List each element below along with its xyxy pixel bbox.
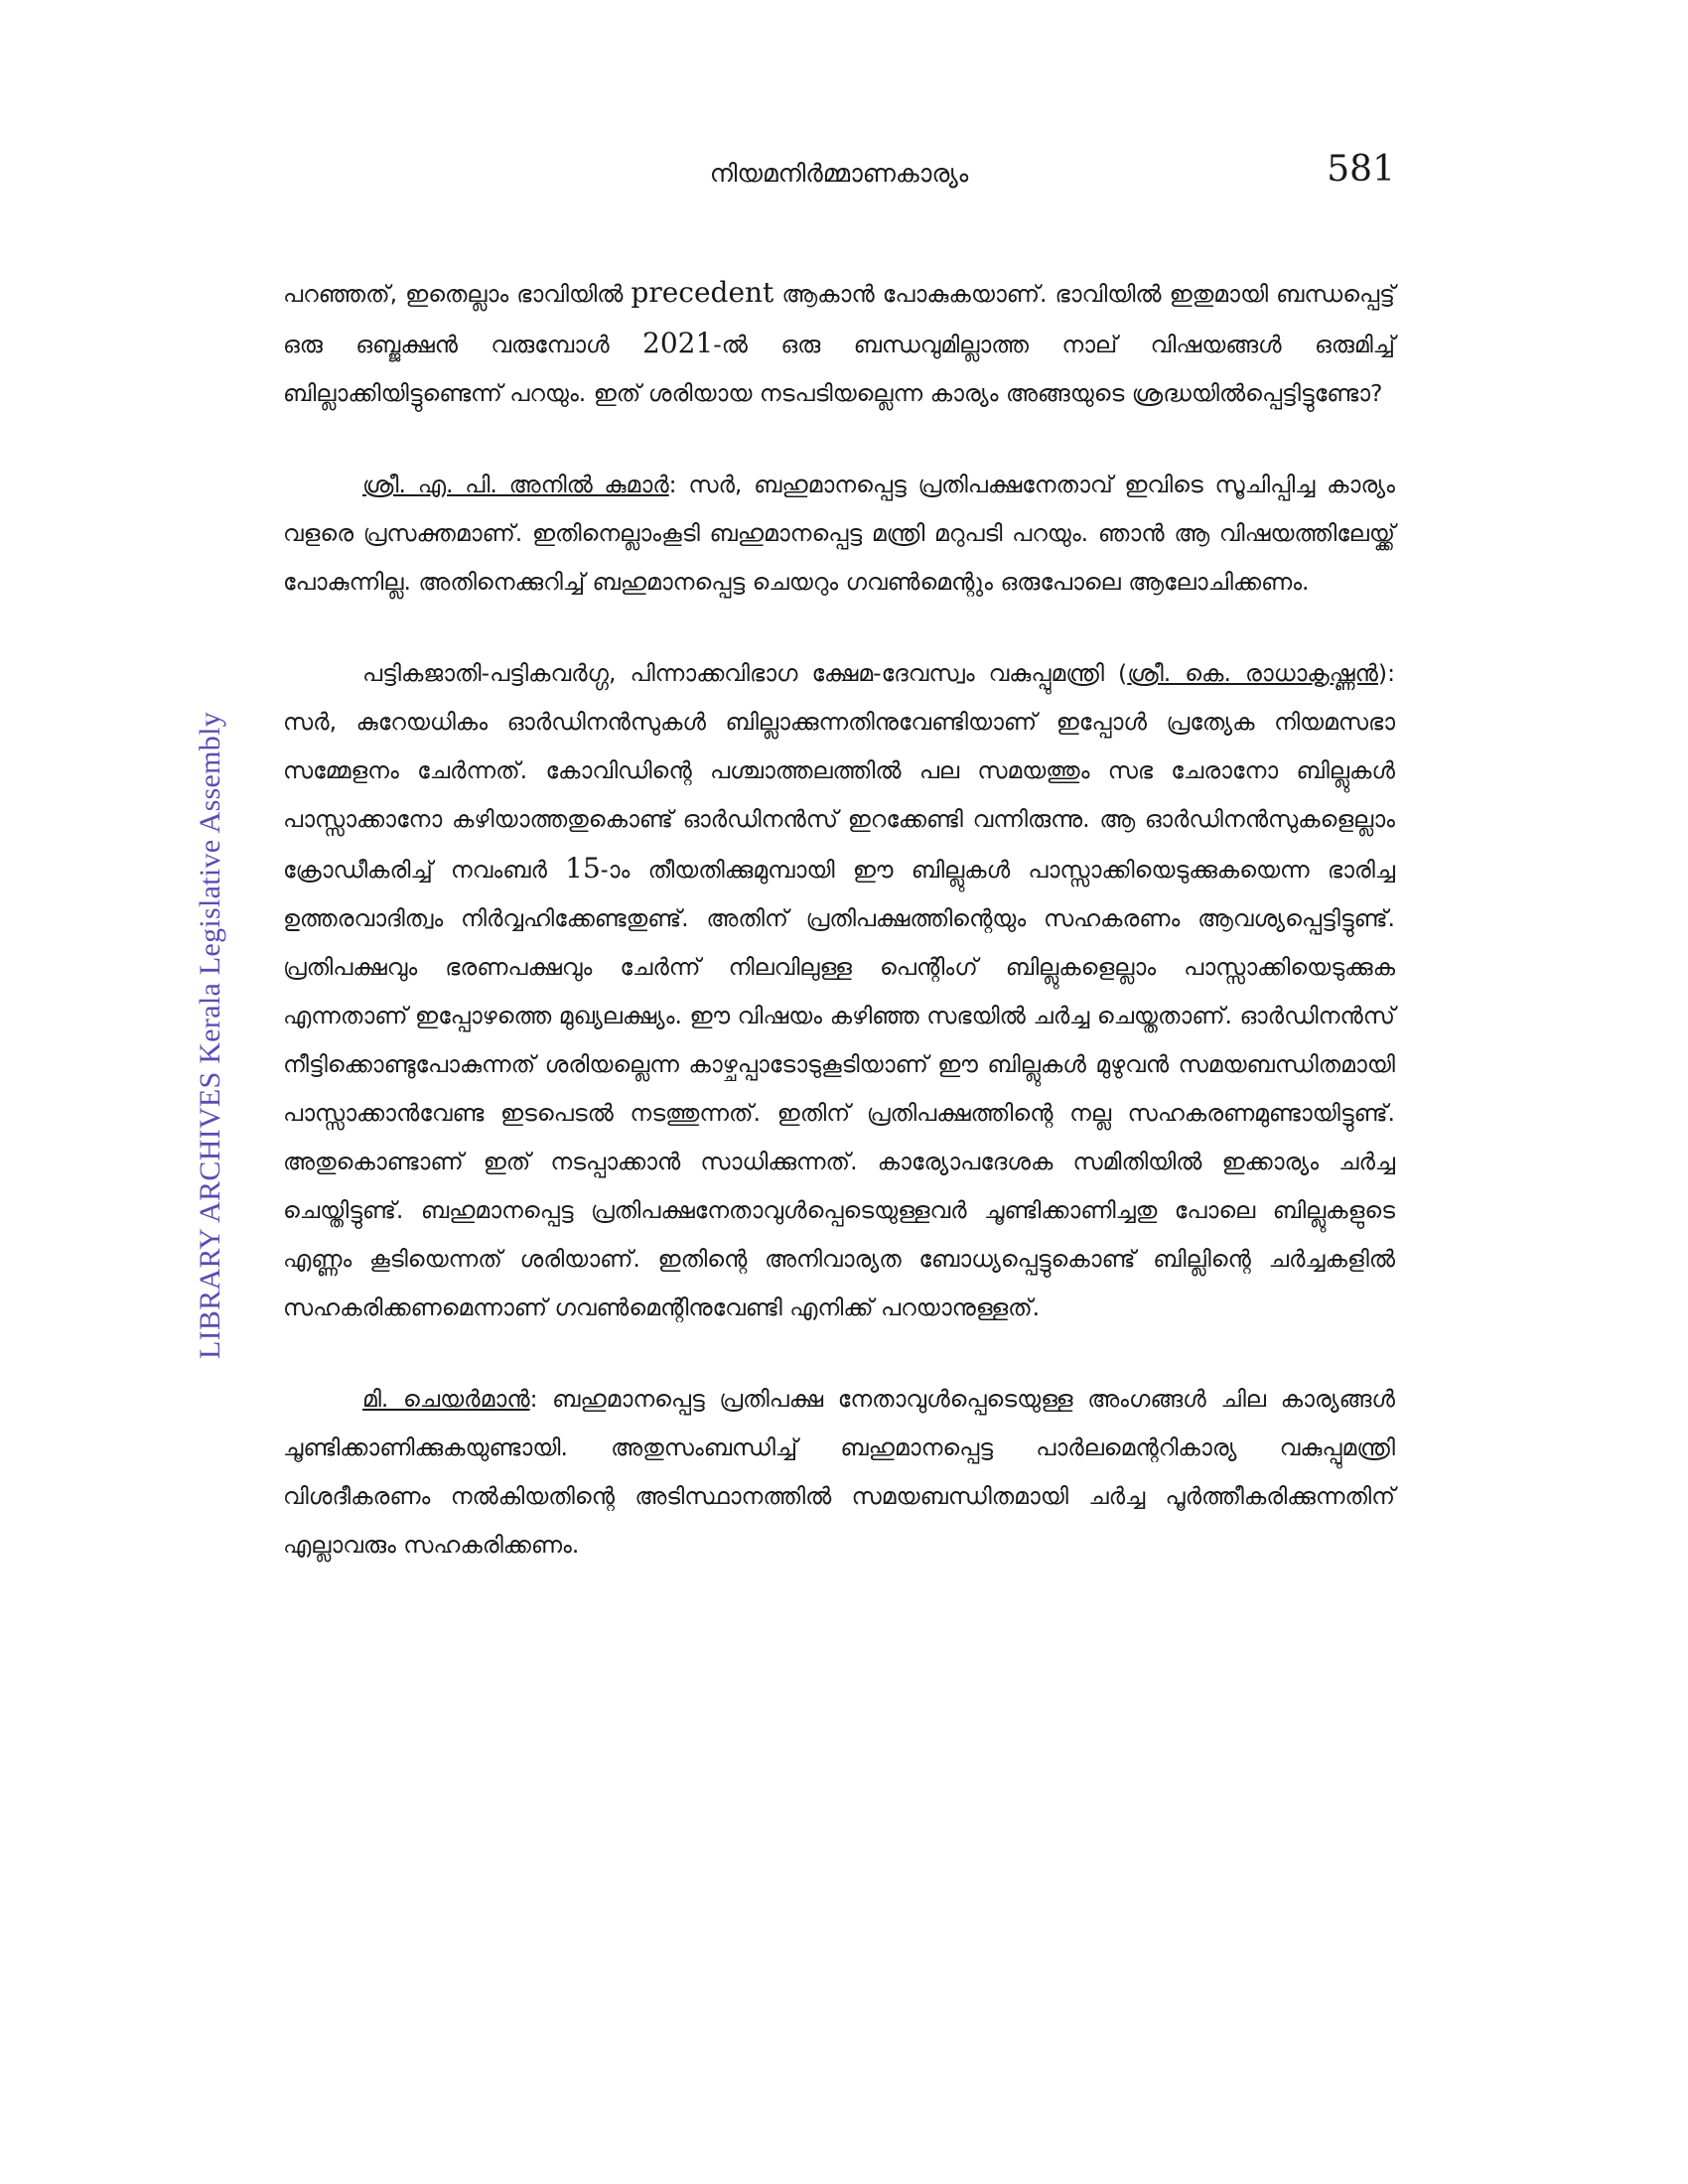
paragraph-1 [283,268,1395,418]
speaker-name: ശ്രീ. കെ. രാധാകൃഷ്ണൻ [1127,659,1378,687]
paragraph-text: ): സർ, കുറേയധികം ഓർഡിനൻസുകൾ ബില്ലാക്കുന്നതിനുവേണ്ടിയാണ് ഇപ്പോൾ പ്രത്യേക നിയമസഭാ സമ്മേളനം ചേർന്നത്. കോവിഡിന്റെ പശ്ചാത്തലത്തിൽ പല സമയത്തും സഭ ചേരാനോ ബില്ലുകൾ പാസ്സാക്കാനോ കഴിയാത്തതുകൊണ്ട് ഓർഡിനൻസ് ഇറക്കേണ്ടി വന്നിരുന്നു. ആ ഓർഡിനൻസുകളെല്ലാം ക്രോഡീകരിച്ച് നവംബർ [283,659,1396,884]
header-title: നിയമനിർമ്മാണകാര്യം [709,159,969,188]
date-number: 15 [565,852,601,885]
paragraph-3 [283,649,1395,1332]
paragraph-text: : ബഹുമാനപ്പെട്ട പ്രതിപക്ഷ നേതാവുൾപ്പെടെയുള്ള അംഗങ്ങൾ ചില കാര്യങ്ങൾ ചൂണ്ടിക്കാണിക്കുകയുണ്ടായി. അതുസംബന്ധിച്ച് ബഹുമാനപ്പെട്ട പാർലമെന്ററികാര്യ വകുപ്പുമന്ത്രി വിശദീകരണം നൽകിയതിന്റെ അടിസ്ഥാനത്തിൽ സമയബന്ധിതമായി ചർച്ച പൂർത്തീകരിക്കുന്നതിന് എല്ലാവരും സഹകരിക്കണം. [283,1385,1395,1559]
year-number: 2021 [642,327,714,359]
latin-word: precedent [631,276,774,309]
paragraph-text: -ൽ ഒരു ബന്ധവുമില്ലാത്ത നാല് വിഷയങ്ങൾ ഒരുമിച്ച് ബില്ലാക്കിയിട്ടുണ്ടെന്ന് പറയും. ഇത് ശരിയായ നടപടിയല്ലെന്ന കാര്യം അങ്ങയുടെ ശ്രദ്ധയിൽപ്പെട്ടിട്ടുണ്ടോ? [283,331,1395,407]
speaker-title: പട്ടികജാതി-പട്ടികവർഗ്ഗ, പിന്നാക്കവിഭാഗ ക്ഷേമ-ദേവസ്വം വകുപ്പുമന്ത്രി ( [362,659,1128,687]
speaker-name: ശ്രീ. എ. പി. അനിൽ കുമാർ [362,471,669,498]
paragraph-text: -ാം തീയതിക്കുമുമ്പായി ഈ ബില്ലുകൾ പാസ്സാക്കിയെടുക്കുകയെന്ന ഭാരിച്ച ഉത്തരവാദിത്വം നിർവ്വഹിക്കേണ്ടതുണ്ട്. അതിന് പ്രതിപക്ഷത്തിന്റെയും സഹകരണം ആവശ്യപ്പെട്ടിട്ടുണ്ട്. പ്രതിപക്ഷവും ഭരണപക്ഷവും ചേർന്ന് നിലവിലുള്ള പെന്റിംഗ് ബില്ലുകളെല്ലാം പാസ്സാക്കിയെടുക്കുക എന്നതാണ് ഇപ്പോഴത്തെ മുഖ്യലക്ഷ്യം. ഈ വിഷയം കഴിഞ്ഞ സഭയിൽ ചർച്ച ചെയ്തതാണ്. ഓർഡിനൻസ് നീട്ടിക്കൊണ്ടുപോകുന്നത് ശരിയല്ലെന്ന കാഴ്ചപ്പാടോടുകൂടിയാണ് ഈ ബില്ലുകൾ മുഴുവൻ സമയബന്ധിതമായി പാസ്സാക്കാൻവേണ്ട ഇടപെടൽ നടത്തുന്നത്. ഇതിന് പ്രതിപക്ഷത്തിന്റെ നല്ല സഹകരണമുണ്ടായിട്ടുണ്ട്. അതുകൊണ്ടാണ് ഇത് നടപ്പാക്കാൻ സാധിക്കുന്നത്. കാര്യോപദേശക സമിതിയിൽ ഇക്കാര്യം ചർച്ച ചെയ്തിട്ടുണ്ട്. ബഹുമാനപ്പെട്ട പ്രതിപക്ഷനേതാവുൾപ്പെടെയുള്ളവർ ചൂണ്ടിക്കാണിച്ചതു പോലെ ബില്ലുകളുടെ എണ്ണം കൂടിയെന്നത് ശരിയാണ്. ഇതിന്റെ അനിവാര്യത ബോധ്യപ്പെട്ടുകൊണ്ട് ബില്ലിന്റെ ചർച്ചകളിൽ സഹകരിക്കണമെന്നാണ് ഗവൺമെന്റിനുവേണ്ടി എനിക്ക് പറയാനുള്ളത്. [283,856,1396,1321]
running-header [283,149,1395,208]
paragraph-text: : സർ, ബഹുമാനപ്പെട്ട പ്രതിപക്ഷനേതാവ് ഇവിടെ സൂചിപ്പിച്ച കാര്യം വളരെ പ്രസക്തമാണ്. ഇതിനെല്ലാംകൂടി ബഹുമാനപ്പെട്ട മന്ത്രി മറുപടി പറയും. ഞാൻ ആ വിഷയത്തിലേയ്ക്ക് പോകുന്നില്ല. അതിനെക്കുറിച്ച് ബഹുമാനപ്പെട്ട ചെയറും ഗവൺമെന്റും ഒരുപോലെ ആലോചിക്കണം. [283,471,1395,596]
speaker-name: മി. ചെയർമാൻ [362,1385,530,1413]
paragraph-2 [283,461,1395,607]
page-number: 581 [1327,149,1395,190]
paragraph-4 [283,1375,1395,1570]
document-body [283,268,1395,1612]
paragraph-text: ആകാൻ പോകുകയാണ്. ഭാവിയിൽ ഇതുമായി ബന്ധപ്പെട്ട് ഒരു ഒബ്ജക്ഷൻ വരുമ്പോൾ [283,280,1395,358]
library-archives-watermark: LIBRARY ARCHIVES Kerala Legislative Assembly [194,711,226,1360]
paragraph-text: പറഞ്ഞത്, ഇതെല്ലാം ഭാവിയിൽ [283,280,632,308]
